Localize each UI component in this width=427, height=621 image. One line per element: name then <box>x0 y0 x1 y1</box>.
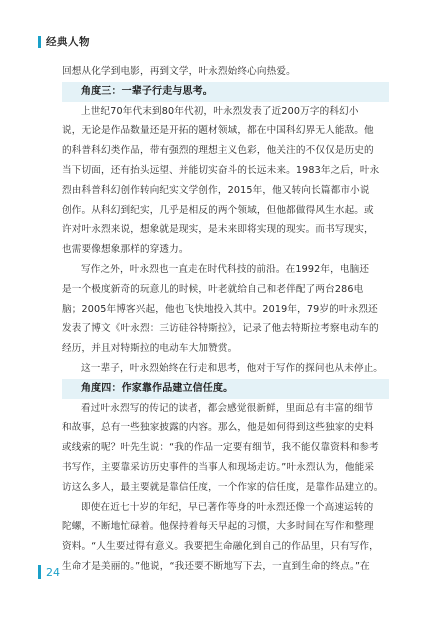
text-line: 经历，并且对特斯拉的电动车大加赞赏。 <box>62 343 238 355</box>
text-line: 这一辈子，叶永烈始终在行走和思考，他对于写作的探问也从未停止。 <box>81 362 384 374</box>
footer-accent-bar <box>38 565 41 579</box>
section-title: 经典人物 <box>46 36 90 48</box>
page-number: 24 <box>46 565 60 579</box>
text-line: 是一个极度新奇的玩意儿的时候，叶老就给自己和老伴配了两台286电 <box>62 283 364 295</box>
text-line: 看过叶永烈写的传记的读者，都会感觉很新鲜，里面总有丰富的细节 <box>81 402 374 414</box>
section-heading: 角度四：作家靠作品建立信任度。 <box>62 379 389 399</box>
text-line: 烈由科普科幻创作转向纪实文学创作，2015年，他又转向长篇都市小说 <box>62 184 370 196</box>
text-line: 脑；2005年博客兴起，他也飞快地投入其中。2019年，79岁的叶永烈还 <box>62 303 378 315</box>
text-line: 访这么多人，最主要就是靠信任度，一个作家的信任度，是靠作品建立的。 <box>62 481 384 493</box>
text-line: 写作之外，叶永烈也一直走在时代科技的前沿。在1992年，电脑还 <box>81 263 370 275</box>
text-line: 创作。从科幻到纪实，几乎是相反的两个领域，但他都做得风生水起。或 <box>62 204 374 216</box>
text-line: 生命才是美丽的。”他说，“我还要不断地写下去，一直到生命的终点。”在 <box>62 560 370 572</box>
header-accent-bar <box>38 36 41 48</box>
text-line: 书写作，主要靠采访历史事件的当事人和现场走访。”叶永烈认为，他能采 <box>62 461 375 473</box>
text-line: 也需要像想象那样的穿透力。 <box>62 244 189 256</box>
article-body <box>62 62 389 577</box>
text-line: 许对叶永烈来说，想象就是现实，是未来即将实现的现实。而书写现实， <box>62 224 374 236</box>
text-line: 上世纪70年代末到80年代初，叶永烈发表了近200万字的科幻小 <box>81 105 359 117</box>
text-line: 回想从化学到电影，再到文学，叶永烈始终心向热爱。 <box>62 66 296 77</box>
section-heading: 角度三：一辈子行走与思考。 <box>62 82 389 102</box>
text-line: 或线索的呢？叶先生说：“我的作品一定要有细节，我不能仅靠资料和参考 <box>62 442 379 454</box>
text-line: 陀螺，不断地忙碌着。他保持着每天早起的习惯，大多时间在写作和整理 <box>62 521 374 533</box>
text-line: 即使在近七十岁的年纪，早已著作等身的叶永烈还像一个高速运转的 <box>81 501 374 513</box>
text-line: 发表了博文《叶永烈：三访硅谷特斯拉》，记录了他去特斯拉考察电动车的 <box>62 323 379 335</box>
page-footer <box>38 565 60 579</box>
text-line: 当下切面，还有抬头远望、并能切实奋斗的长远未来。1983年之后，叶永 <box>62 164 380 176</box>
section-header <box>38 34 90 49</box>
text-line: 资料。“人生要过得有意义。我要把生命融化到自己的作品里，只有写作， <box>62 541 379 553</box>
text-line: 说，无论是作品数量还是开拓的题材领域，都在中国科幻界无人能敌。他 <box>62 125 374 137</box>
text-line: 的科普科幻类作品，带有强烈的理想主义色彩，他关注的不仅仅是历史的 <box>62 145 374 157</box>
text-line: 和故事，总有一些独家披露的内容。那么，他是如何得到这些独家的史料 <box>62 422 374 434</box>
